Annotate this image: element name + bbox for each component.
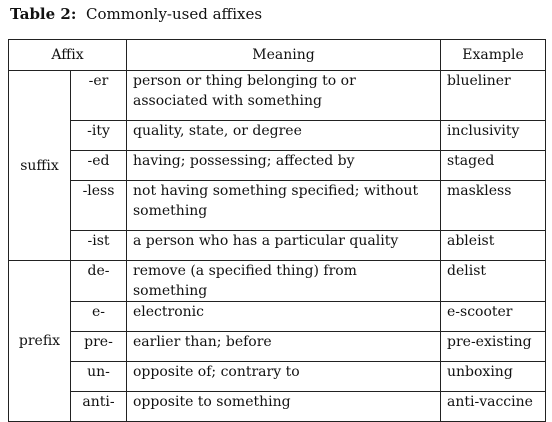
header-affix: Affix	[9, 40, 127, 71]
affix-cell: -less	[71, 181, 127, 231]
table-row	[9, 71, 546, 121]
affix-cell: -ed	[71, 151, 127, 181]
affix-cell: un-	[71, 362, 127, 392]
header-meaning: Meaning	[127, 40, 441, 71]
affix-cell: -ity	[71, 121, 127, 151]
meaning-cell: earlier than; before	[127, 332, 441, 362]
meaning-cell: not having something specified; without something	[127, 181, 441, 231]
table-row	[9, 302, 546, 332]
affix-table	[8, 39, 546, 422]
example-cell: ableist	[441, 231, 546, 261]
table-row	[9, 392, 546, 422]
meaning-cell: having; possessing; affected by	[127, 151, 441, 181]
table-row	[9, 121, 546, 151]
table-row	[9, 181, 546, 231]
affix-cell: de-	[71, 261, 127, 302]
example-cell: inclusivity	[441, 121, 546, 151]
group-label-prefix: prefix	[9, 261, 71, 422]
table-row	[9, 332, 546, 362]
example-cell: unboxing	[441, 362, 546, 392]
table-number: Table 2:	[10, 5, 77, 23]
meaning-cell: opposite of; contrary to	[127, 362, 441, 392]
meaning-cell: quality, state, or degree	[127, 121, 441, 151]
example-cell: e-scooter	[441, 302, 546, 332]
table-row	[9, 231, 546, 261]
table-caption	[10, 4, 262, 24]
meaning-cell: opposite to something	[127, 392, 441, 422]
example-cell: pre-existing	[441, 332, 546, 362]
table-row	[9, 151, 546, 181]
affix-cell: anti-	[71, 392, 127, 422]
affix-cell: -ist	[71, 231, 127, 261]
affix-cell: e-	[71, 302, 127, 332]
example-cell: delist	[441, 261, 546, 302]
table-row	[9, 261, 546, 302]
header-example: Example	[441, 40, 546, 71]
example-cell: blueliner	[441, 71, 546, 121]
meaning-cell: person or thing belonging to or associated with something	[127, 71, 441, 121]
affix-cell: -er	[71, 71, 127, 121]
meaning-cell: a person who has a particular quality	[127, 231, 441, 261]
header-row	[9, 40, 546, 71]
example-cell: anti-vaccine	[441, 392, 546, 422]
meaning-cell: electronic	[127, 302, 441, 332]
table-row	[9, 362, 546, 392]
table-title: Commonly-used affixes	[86, 5, 263, 23]
example-cell: maskless	[441, 181, 546, 231]
affix-cell: pre-	[71, 332, 127, 362]
group-label-suffix: suffix	[9, 71, 71, 261]
example-cell: staged	[441, 151, 546, 181]
meaning-cell: remove (a specified thing) from something	[127, 261, 441, 302]
